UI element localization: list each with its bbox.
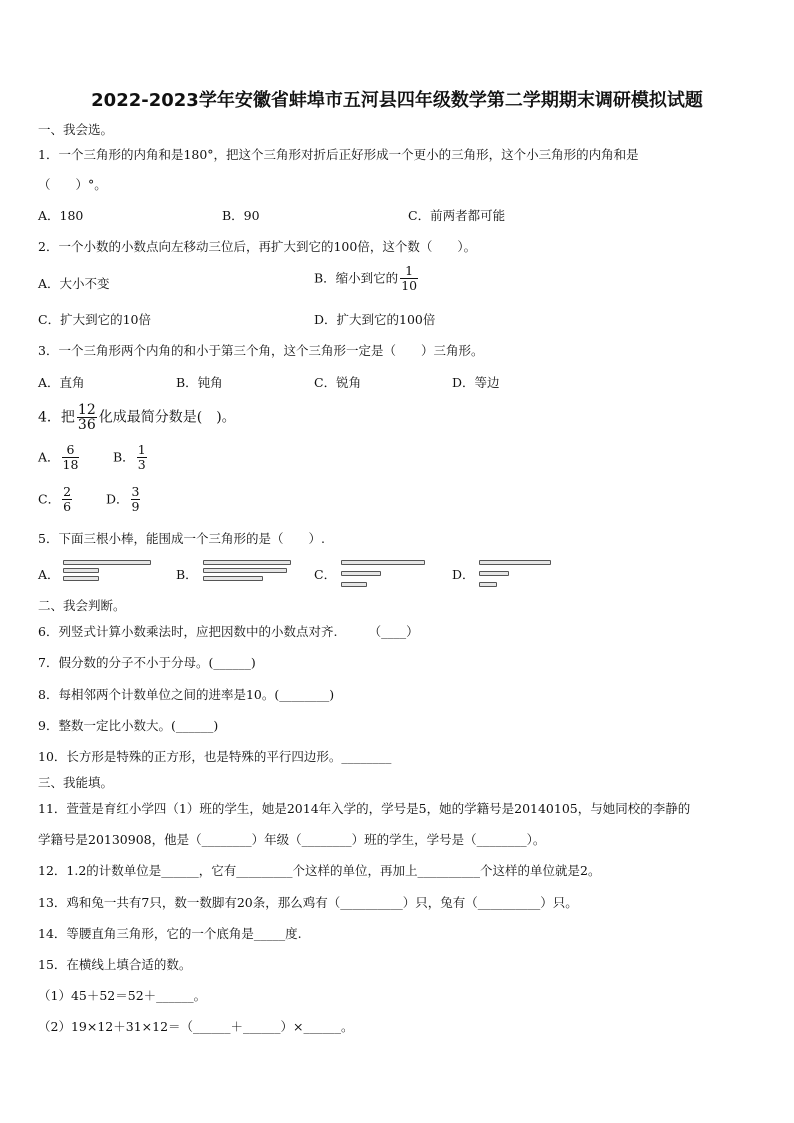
fraction-numerator: 12 <box>77 402 96 418</box>
question-1-text: 1．一个三角形的内角和是180°，把这个三角形对折后正好形成一个更小的三角形，这个小三角形的内角和是 <box>38 147 639 162</box>
question-5-option-a[interactable]: A． <box>38 567 60 582</box>
fraction-numerator: 3 <box>131 484 140 499</box>
question-4-option-c[interactable] <box>38 485 74 514</box>
stick <box>63 568 99 573</box>
question-10-text: 10．长方形是特殊的正方形，也是特殊的平行四边形。________ <box>38 749 392 764</box>
question-5-option-d[interactable]: D． <box>452 567 475 582</box>
question-3-option-c[interactable]: C．锐角 <box>314 375 362 390</box>
stick <box>479 560 551 565</box>
question-4-prefix: 4．把 <box>38 409 75 426</box>
option-label: C． <box>38 491 61 507</box>
question-3-option-b[interactable]: B．钝角 <box>176 375 223 390</box>
question-5-text: 5．下面三根小棒，能围成一个三角形的是（ ）. <box>38 531 325 546</box>
question-1-option-b[interactable]: B．90 <box>222 208 260 223</box>
question-3-option-d[interactable]: D．等边 <box>452 375 500 390</box>
fraction-numerator: 2 <box>63 484 72 499</box>
question-5-option-c[interactable]: C． <box>314 567 337 582</box>
question-2-option-c[interactable]: C．扩大到它的10倍 <box>38 312 151 327</box>
stick <box>479 571 509 576</box>
question-4-option-d[interactable] <box>106 485 142 514</box>
question-4-suffix: 化成最简分数是( )。 <box>98 409 236 426</box>
fraction <box>400 264 418 293</box>
stick <box>479 582 497 587</box>
fraction-denominator: 3 <box>137 457 146 472</box>
stick <box>203 560 291 565</box>
question-2-text: 2．一个小数的小数点向左移动三位后，再扩大到它的100倍，这个数（ ）。 <box>38 239 477 254</box>
question-14-text: 14．等腰直角三角形，它的一个底角是_____度. <box>38 926 302 941</box>
stick <box>341 582 367 587</box>
fraction-denominator: 18 <box>62 457 79 472</box>
question-15-part-1: （1）45＋52＝52＋______。 <box>38 988 207 1003</box>
question-5-option-b[interactable]: B． <box>176 567 198 582</box>
question-15-text: 15．在横线上填合适的数。 <box>38 957 192 972</box>
stick <box>341 571 381 576</box>
question-13-text: 13．鸡和兔一共有7只，数一数脚有20条，那么鸡有（__________）只，兔有（__________）只。 <box>38 895 578 910</box>
option-b-label: B．缩小到它的 <box>314 270 399 286</box>
question-11-text-cont: 学籍号是20130908，他是（________）年级（________）班的学生，学号是（________）。 <box>38 832 546 847</box>
fraction-numerator: 1 <box>400 264 418 279</box>
question-4-option-a[interactable] <box>38 443 81 472</box>
question-9-text: 9．整数一定比小数大。(______) <box>38 718 219 733</box>
section-heading-2: 二、我会判断。 <box>38 598 126 613</box>
fraction <box>77 403 97 432</box>
question-4-option-b[interactable] <box>113 443 149 472</box>
question-2-option-d[interactable]: D．扩大到它的100倍 <box>314 312 436 327</box>
fraction-numerator: 1 <box>137 442 146 457</box>
question-3-option-a[interactable]: A．直角 <box>38 375 85 390</box>
stick <box>63 576 99 581</box>
stick <box>203 568 287 573</box>
stick <box>341 560 425 565</box>
question-3-text: 3．一个三角形两个内角的和小于第三个角，这个三角形一定是（ ）三角形。 <box>38 343 484 358</box>
section-heading-3: 三、我能填。 <box>38 775 114 790</box>
stick <box>203 576 263 581</box>
fraction <box>131 485 141 514</box>
question-4-text <box>38 403 236 432</box>
fraction-numerator: 6 <box>62 443 80 458</box>
section-heading-1: 一、我会选。 <box>38 122 114 137</box>
question-1-text-cont: （ ）°。 <box>38 177 107 192</box>
question-1-option-c[interactable]: C．前两者都可能 <box>408 208 506 223</box>
question-2-option-b[interactable] <box>314 264 420 293</box>
fraction-denominator: 6 <box>63 499 72 514</box>
question-6-text: 6．列竖式计算小数乘法时，应把因数中的小数点对齐. （____） <box>38 624 419 639</box>
question-2-option-a[interactable]: A．大小不变 <box>38 276 110 291</box>
fraction <box>62 443 80 472</box>
question-11-text: 11．萱萱是育红小学四（1）班的学生，她是2014年入学的，学号是5，她的学籍号是20140105，与她同校的李静的 <box>38 801 691 816</box>
question-1-option-a[interactable]: A．180 <box>38 208 84 223</box>
question-15-part-2: （2）19×12＋31×12＝（______＋______）×______。 <box>38 1019 354 1034</box>
question-8-text: 8．每相邻两个计数单位之间的进率是10。(________) <box>38 687 335 702</box>
fraction-denominator: 10 <box>401 278 418 293</box>
fraction-denominator: 36 <box>77 417 96 433</box>
fraction <box>62 485 72 514</box>
question-12-text: 12．1.2的计数单位是______，它有_________个这样的单位，再加上__________个这样的单位就是2。 <box>38 863 601 878</box>
page-title: 2022-2023学年安徽省蚌埠市五河县四年级数学第二学期期末调研模拟试题 <box>91 90 703 111</box>
fraction-denominator: 9 <box>131 499 140 514</box>
fraction <box>137 443 147 472</box>
option-label: D． <box>106 491 129 507</box>
stick <box>63 560 151 565</box>
option-label: B． <box>113 449 135 465</box>
option-label: A． <box>38 449 60 465</box>
question-7-text: 7．假分数的分子不小于分母。(______) <box>38 655 256 670</box>
